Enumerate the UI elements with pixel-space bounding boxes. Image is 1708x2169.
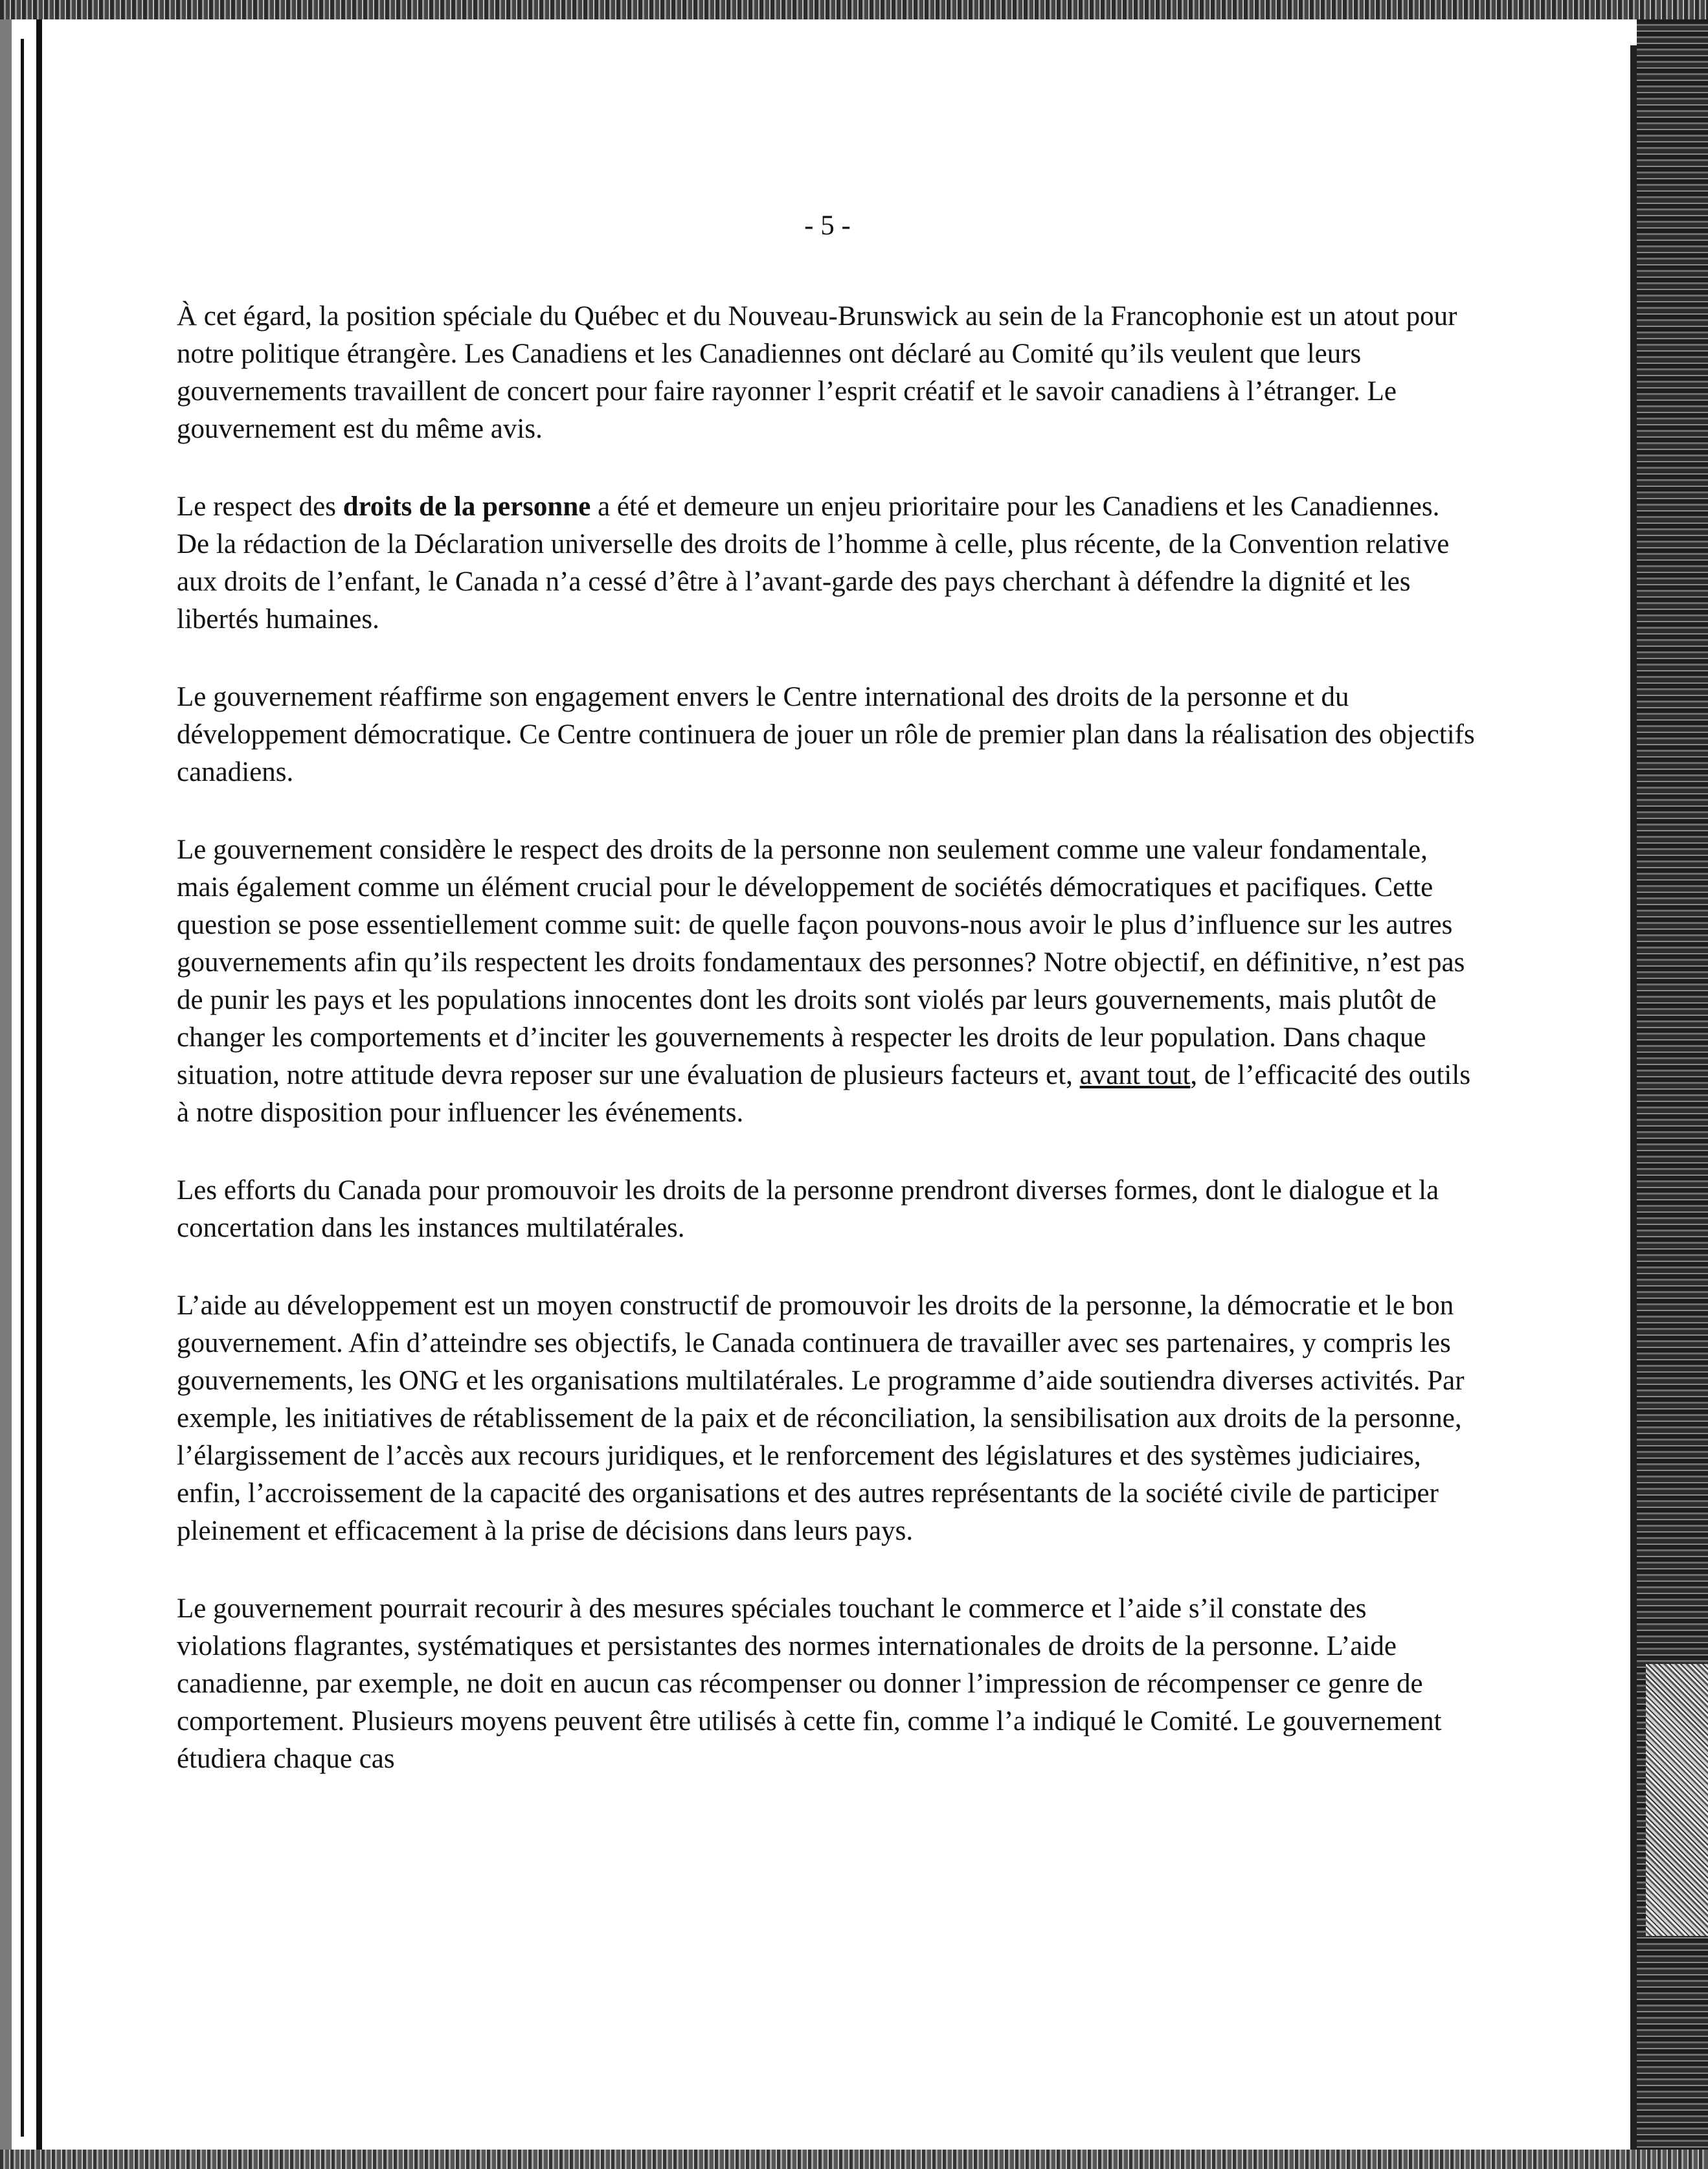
scan-noise-patch bbox=[1646, 1664, 1708, 1936]
binder-line-right bbox=[1630, 45, 1637, 2150]
paragraph-special-measures: Le gouvernement pourrait recourir à des mesures spéciales touchant le commerce et l’aide s’il constate des violations flagrantes, systématiques et persistantes des normes internationales de droits de la personne. L’aide canadienne, par exemple, ne doit en aucun cas récompenser ou donner l’impression de récompenser ce genre de comportement. Plusieurs moyens peuvent être utilisés à cette fin, comme l’a indiqué le Comité. Le gouvernement étudiera chaque cas bbox=[177, 1593, 1442, 1774]
scan-noise-bottom bbox=[0, 2150, 1708, 2169]
paragraph-text: Le gouvernement considère le respect des droits de la personne non seulement comme une valeur fondamentale, mais également comme un élément crucial pour le développement de sociétés démocratiques et pacifiques. Cette question se pose essentiellement comme suit: de quelle façon pouvons-nous avoir le plus d’influence sur les autres gouvernements afin qu’ils respectent les droits fondamentaux des personnes? Notre objectif, en définitive, n’est pas de punir les pays et les populations innocentes dont les droits sont violés par leurs gouvernements, mais plutôt de changer les comportements et d’inciter les gouvernements à respecter les droits de leur population. Dans chaque situation, notre attitude devra reposer sur une évaluation de plusieurs facteurs et, bbox=[177, 835, 1465, 1090]
bold-term-droits-de-la-personne: droits de la personne bbox=[343, 491, 591, 522]
binder-line-left bbox=[21, 39, 24, 2137]
paragraph-human-rights-intro bbox=[177, 488, 1478, 638]
document-page bbox=[12, 19, 1637, 2150]
scan-binding-edge bbox=[1637, 19, 1708, 2150]
paragraph-fundamental-value bbox=[177, 831, 1478, 1132]
underlined-term-avant-tout: avant tout bbox=[1079, 1060, 1191, 1090]
paragraph-development-aid: L’aide au développement est un moyen constructif de promouvoir les droits de la personne, la démocratie et le bon gouvernement. Afin d’atteindre ses objectifs, le Canada continuera de travailler avec ses partenaires, y compris les gouvernements, les ONG et les organisations multilatérales. Le programme d’aide soutiendra diverses activités. Par exemple, les initiatives de rétablissement de la paix et de réconciliation, la sensibilisation aux droits de la personne, l’élargissement de l’accès aux recours juridiques, et le renforcement des législatures et des systèmes judiciaires, enfin, l’accroissement de la capacité des organisations et des autres représentants de la société civile de participer pleinement et efficacement à la prise de décisions dans leurs pays. bbox=[177, 1290, 1465, 1546]
page-content bbox=[177, 207, 1478, 1818]
paragraph-text: , de l’efficacité des outils à notre disposition pour influencer les événements. bbox=[177, 1060, 1471, 1128]
scan-noise-top bbox=[0, 0, 1708, 19]
paragraph-centre-international: Le gouvernement réaffirme son engagement envers le Centre international des droits de la personne et du développement démocratique. Ce Centre continuera de jouer un rôle de premier plan dans la réalisation des objectifs canadiens. bbox=[177, 682, 1475, 787]
binder-line-left-thick bbox=[36, 19, 42, 2150]
paragraph-efforts-du-canada: Les efforts du Canada pour promouvoir les droits de la personne prendront diverses formes, dont le dialogue et la concertation dans les instances multilatérales. bbox=[177, 1175, 1439, 1243]
page-number: - 5 - bbox=[804, 210, 851, 241]
paragraph-text: a été et demeure un enjeu prioritaire pour les Canadiens et les Canadiennes. De la rédaction de la Déclaration universelle des droits de l’homme à celle, plus récente, de la Convention relative aux droits de l’enfant, le Canada n’a cessé d’être à l’avant-garde des pays cherchant à défendre la dignité et les libertés humaines. bbox=[177, 491, 1450, 635]
paragraph-francophonie: À cet égard, la position spéciale du Québec et du Nouveau-Brunswick au sein de la Francophonie est un atout pour notre politique étrangère. Les Canadiens et les Canadiennes ont déclaré au Comité qu’ils veulent que leurs gouvernements travaillent de concert pour faire rayonner l’esprit créatif et le savoir canadiens à l’étranger. Le gouvernement est du même avis. bbox=[177, 301, 1457, 444]
paragraph-text: Le respect des bbox=[177, 491, 343, 522]
